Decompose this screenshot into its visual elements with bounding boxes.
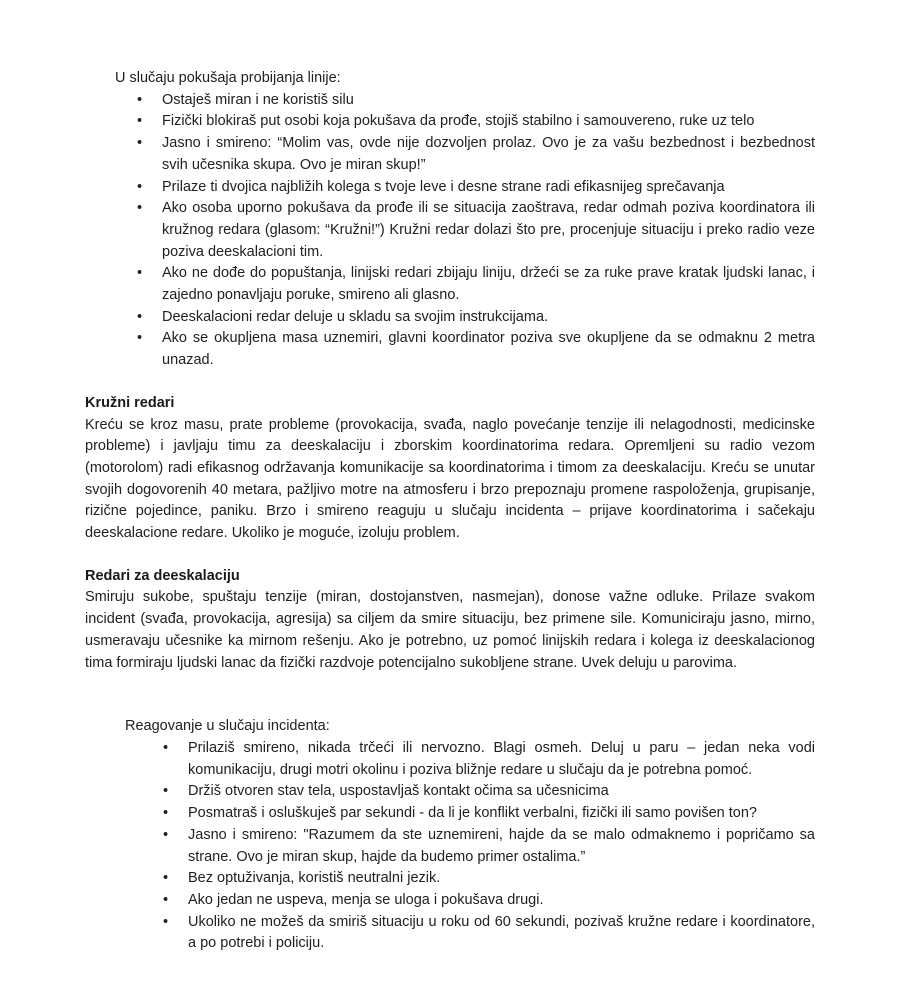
breach-protocol-intro: U slučaju pokušaja probijanja linije: (115, 70, 341, 86)
list-item: • Ako se okupljena masa uznemiri, glavni koordinator poziva sve okupljene da se odmaknu 2 metra unazad. (85, 328, 815, 371)
list-item: • Ako ne dođe do popuštanja, linijski redari zbijaju liniju, držeći se za ruke prave kratak ljudski lanac, i zajedno ponavljaju poruke, smireno ali glasno. (85, 263, 815, 306)
reagovanje-intro: Reagovanje u slučaju incidenta: (125, 718, 330, 735)
breach-protocol-list (85, 90, 815, 372)
list-item: • Ako jedan ne uspeva, menja se uloga i pokušava drugi. (85, 890, 815, 912)
list-item: • Bez optuživanja, koristiš neutralni jezik. (85, 868, 815, 890)
list-item: • Jasno i smireno: “Molim vas, ovde nije dozvoljen prolaz. Ovo je za vašu bezbednost i bezbednost svih učesnika skupa. Ovo je miran skup!” (85, 133, 815, 176)
list-item: • Ostaješ miran i ne koristiš silu (85, 90, 815, 112)
redari-za-deeskalaciju-paragraph: Smiruju sukobe, spuštaju tenzije (miran, dostojanstven, nasmejan), donose važne odluke. Prilaze svakom incident (svađa, provokacija, agresija) sa ciljem da smire situaciju, bez primene sile. Komuniciraju jasno, mirno, usmeravaju učesnike ka mirnom rešenju. Ako je potrebno, uz pomoć linijskih redara i kolega iz deeskalacionog tima formiraju ljudski lanac da fizički razdvoje potencijalno sukobljene strane. Uvek deluju u parovima. (85, 589, 815, 671)
list-item: • Posmatraš i osluškuješ par sekundi - da li je konflikt verbalni, fizički ili samo povišen ton? (85, 803, 815, 825)
list-item: • Ukoliko ne možeš da smiriš situaciju u roku od 60 sekundi, pozivaš kružne redare i koordinatore, a po potrebi i policiju. (85, 912, 815, 955)
kruzni-redari-paragraph: Kreću se kroz masu, prate probleme (provokacija, svađa, naglo povećanje tenzije ili nelagodnosti, medicinske probleme) i javljaju timu za deeskalaciju i zborskim koordinatorima redara. Opremljeni su radio vezom (motorolom) radi efikasnog održavanja komunikacije sa koordinatorima i timom za deeskalaciju. Kreću se unutar svojih dogovorenih 40 metara, pažljivo motre na atmosferu i brzo prepoznaju promene raspoloženja, grupisanje, rizične pojedince, paniku. Brzo i smireno reaguju u slučaju incidenta – prijave koordinatorima i sačekaju deeskalacione redare. Ukoliko je moguće, izoluju problem. (85, 416, 815, 542)
list-item: • Prilaze ti dvojica najbližih kolega s tvoje leve i desne strane radi efikasnijeg sprečavanja (85, 177, 815, 199)
list-item: • Držiš otvoren stav tela, uspostavljaš kontakt očima sa učesnicima (85, 781, 815, 803)
list-item: • Fizički blokiraš put osobi koja pokušava da prođe, stojiš stabilno i samouvereno, ruke uz telo (85, 111, 815, 133)
list-item: • Jasno i smireno: "Razumem da ste uznemireni, hajde da se malo odmaknemo i popričamo sa strane. Ovo je miran skup, hajde da budemo primer ostalima.” (85, 825, 815, 868)
reagovanje-list (85, 738, 815, 955)
heading-redari-za-deeskalaciju: Redari za deeskalaciju (85, 567, 240, 584)
list-item: • Ako osoba uporno pokušava da prođe ili se situacija zaoštrava, redar odmah poziva koordinatora ili kružnog redara (glasom: “Kružni!”) Kružni redar dolazi što pre, procenjuje situaciju i preko radio veze poziva deeskalacioni tim. (85, 198, 815, 263)
heading-kruzni-redari: Kružni redari (85, 394, 175, 411)
list-item: • Prilaziš smireno, nikada trčeći ili nervozno. Blagi osmeh. Deluj u paru – jedan neka vodi komunikaciju, drugi motri okolinu i poziva bližnje redare u slučaju da je potrebna pomoć. (85, 738, 815, 781)
list-item: • Deeskalacioni redar deluje u skladu sa svojim instrukcijama. (85, 307, 815, 329)
